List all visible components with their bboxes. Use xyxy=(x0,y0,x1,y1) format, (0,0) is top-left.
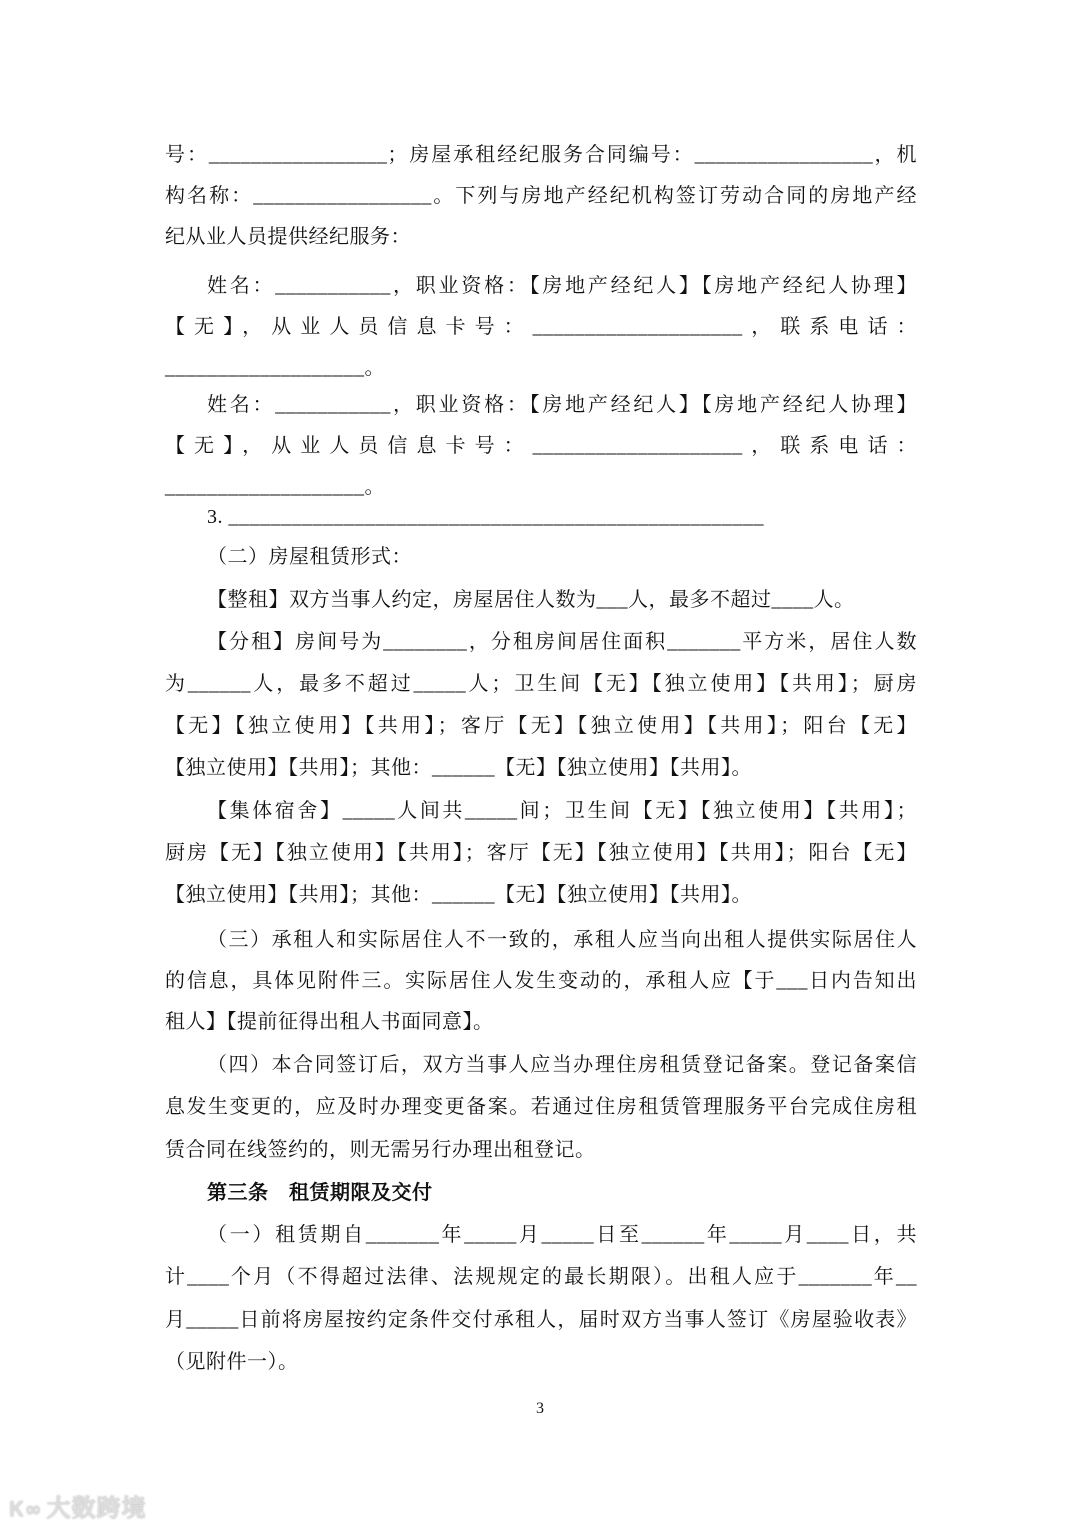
text-line: 【无】，从业人员信息卡号：____________________，联系电话： xyxy=(165,316,917,338)
section-heading: 第三条 租赁期限及交付 xyxy=(207,1182,433,1204)
text-line: 计____个月（不得超过法律、法规规定的最长期限）。出租人应于_______年__ xyxy=(165,1266,917,1288)
watermark-logo xyxy=(10,1488,146,1523)
text-line: （见附件一）。 xyxy=(165,1351,299,1373)
text-line: 号：_________________；房屋承租经纪服务合同编号：_________________，机 xyxy=(165,144,917,166)
text-line: （三）承租人和实际居住人不一致的，承租人应当向出租人提供实际居住人 xyxy=(207,929,917,951)
text-line: 【独立使用】【共用】；其他：______【无】【独立使用】【共用】。 xyxy=(165,757,752,779)
text-line: 【无】，从业人员信息卡号：____________________，联系电话： xyxy=(165,435,917,457)
text-line: （一）租赁期自_______年_____月_____日至______年_____月____日，共 xyxy=(207,1224,917,1246)
text-line: 姓名：___________，职业资格：【房地产经纪人】【房地产经纪人协理】 xyxy=(207,394,917,416)
text-line: 构名称：_________________。下列与房地产经纪机构签订劳动合同的房地产经 xyxy=(165,185,917,207)
text-line: 【整租】双方当事人约定，房屋居住人数为___人，最多不超过____人。 xyxy=(207,589,855,611)
text-line: 【无】【独立使用】【共用】；客厅【无】【独立使用】【共用】；阳台【无】 xyxy=(165,715,917,737)
text-line: ___________________。 xyxy=(165,476,385,498)
text-line: 3. ___________________________________________________ xyxy=(207,506,764,528)
text-line: 【分租】房间号为________，分租房间居住面积_______平方米，居住人数 xyxy=(207,631,917,653)
text-line: 的信息，具体见附件三。实际居住人发生变动的，承租人应【于___日内告知出 xyxy=(165,970,917,992)
text-line: （二）房屋租赁形式： xyxy=(207,546,412,568)
text-line: 纪从业人员提供经纪服务： xyxy=(165,226,411,248)
text-line: 厨房【无】【独立使用】【共用】；客厅【无】【独立使用】【共用】；阳台【无】 xyxy=(165,842,917,864)
text-line: 赁合同在线签约的，则无需另行办理出租登记。 xyxy=(165,1139,596,1161)
text-line: ___________________。 xyxy=(165,357,385,379)
text-line: 租人】【提前征得出租人书面同意】。 xyxy=(165,1011,494,1033)
watermark-text: 大数跨境 xyxy=(46,1494,147,1522)
text-line: 为______人，最多不超过_____人；卫生间【无】【独立使用】【共用】；厨房 xyxy=(165,673,917,695)
text-line: 息发生变更的，应及时办理变更备案。若通过住房租赁管理服务平台完成住房租 xyxy=(165,1096,917,1118)
text-line: （四）本合同签订后，双方当事人应当办理住房租赁登记备案。登记备案信 xyxy=(207,1054,917,1076)
text-line: 月_____日前将房屋按约定条件交付承租人，届时双方当事人签订《房屋验收表》 xyxy=(165,1309,917,1331)
text-line: 【集体宿舍】_____人间共_____间；卫生间【无】【独立使用】【共用】； xyxy=(207,800,917,822)
page-number: 3 xyxy=(536,1400,544,1417)
text-line: 姓名：___________，职业资格：【房地产经纪人】【房地产经纪人协理】 xyxy=(207,275,917,297)
watermark-logo-icon: Ꮶ∞ xyxy=(10,1497,43,1521)
text-line: 【独立使用】【共用】；其他：______【无】【独立使用】【共用】。 xyxy=(165,884,752,906)
